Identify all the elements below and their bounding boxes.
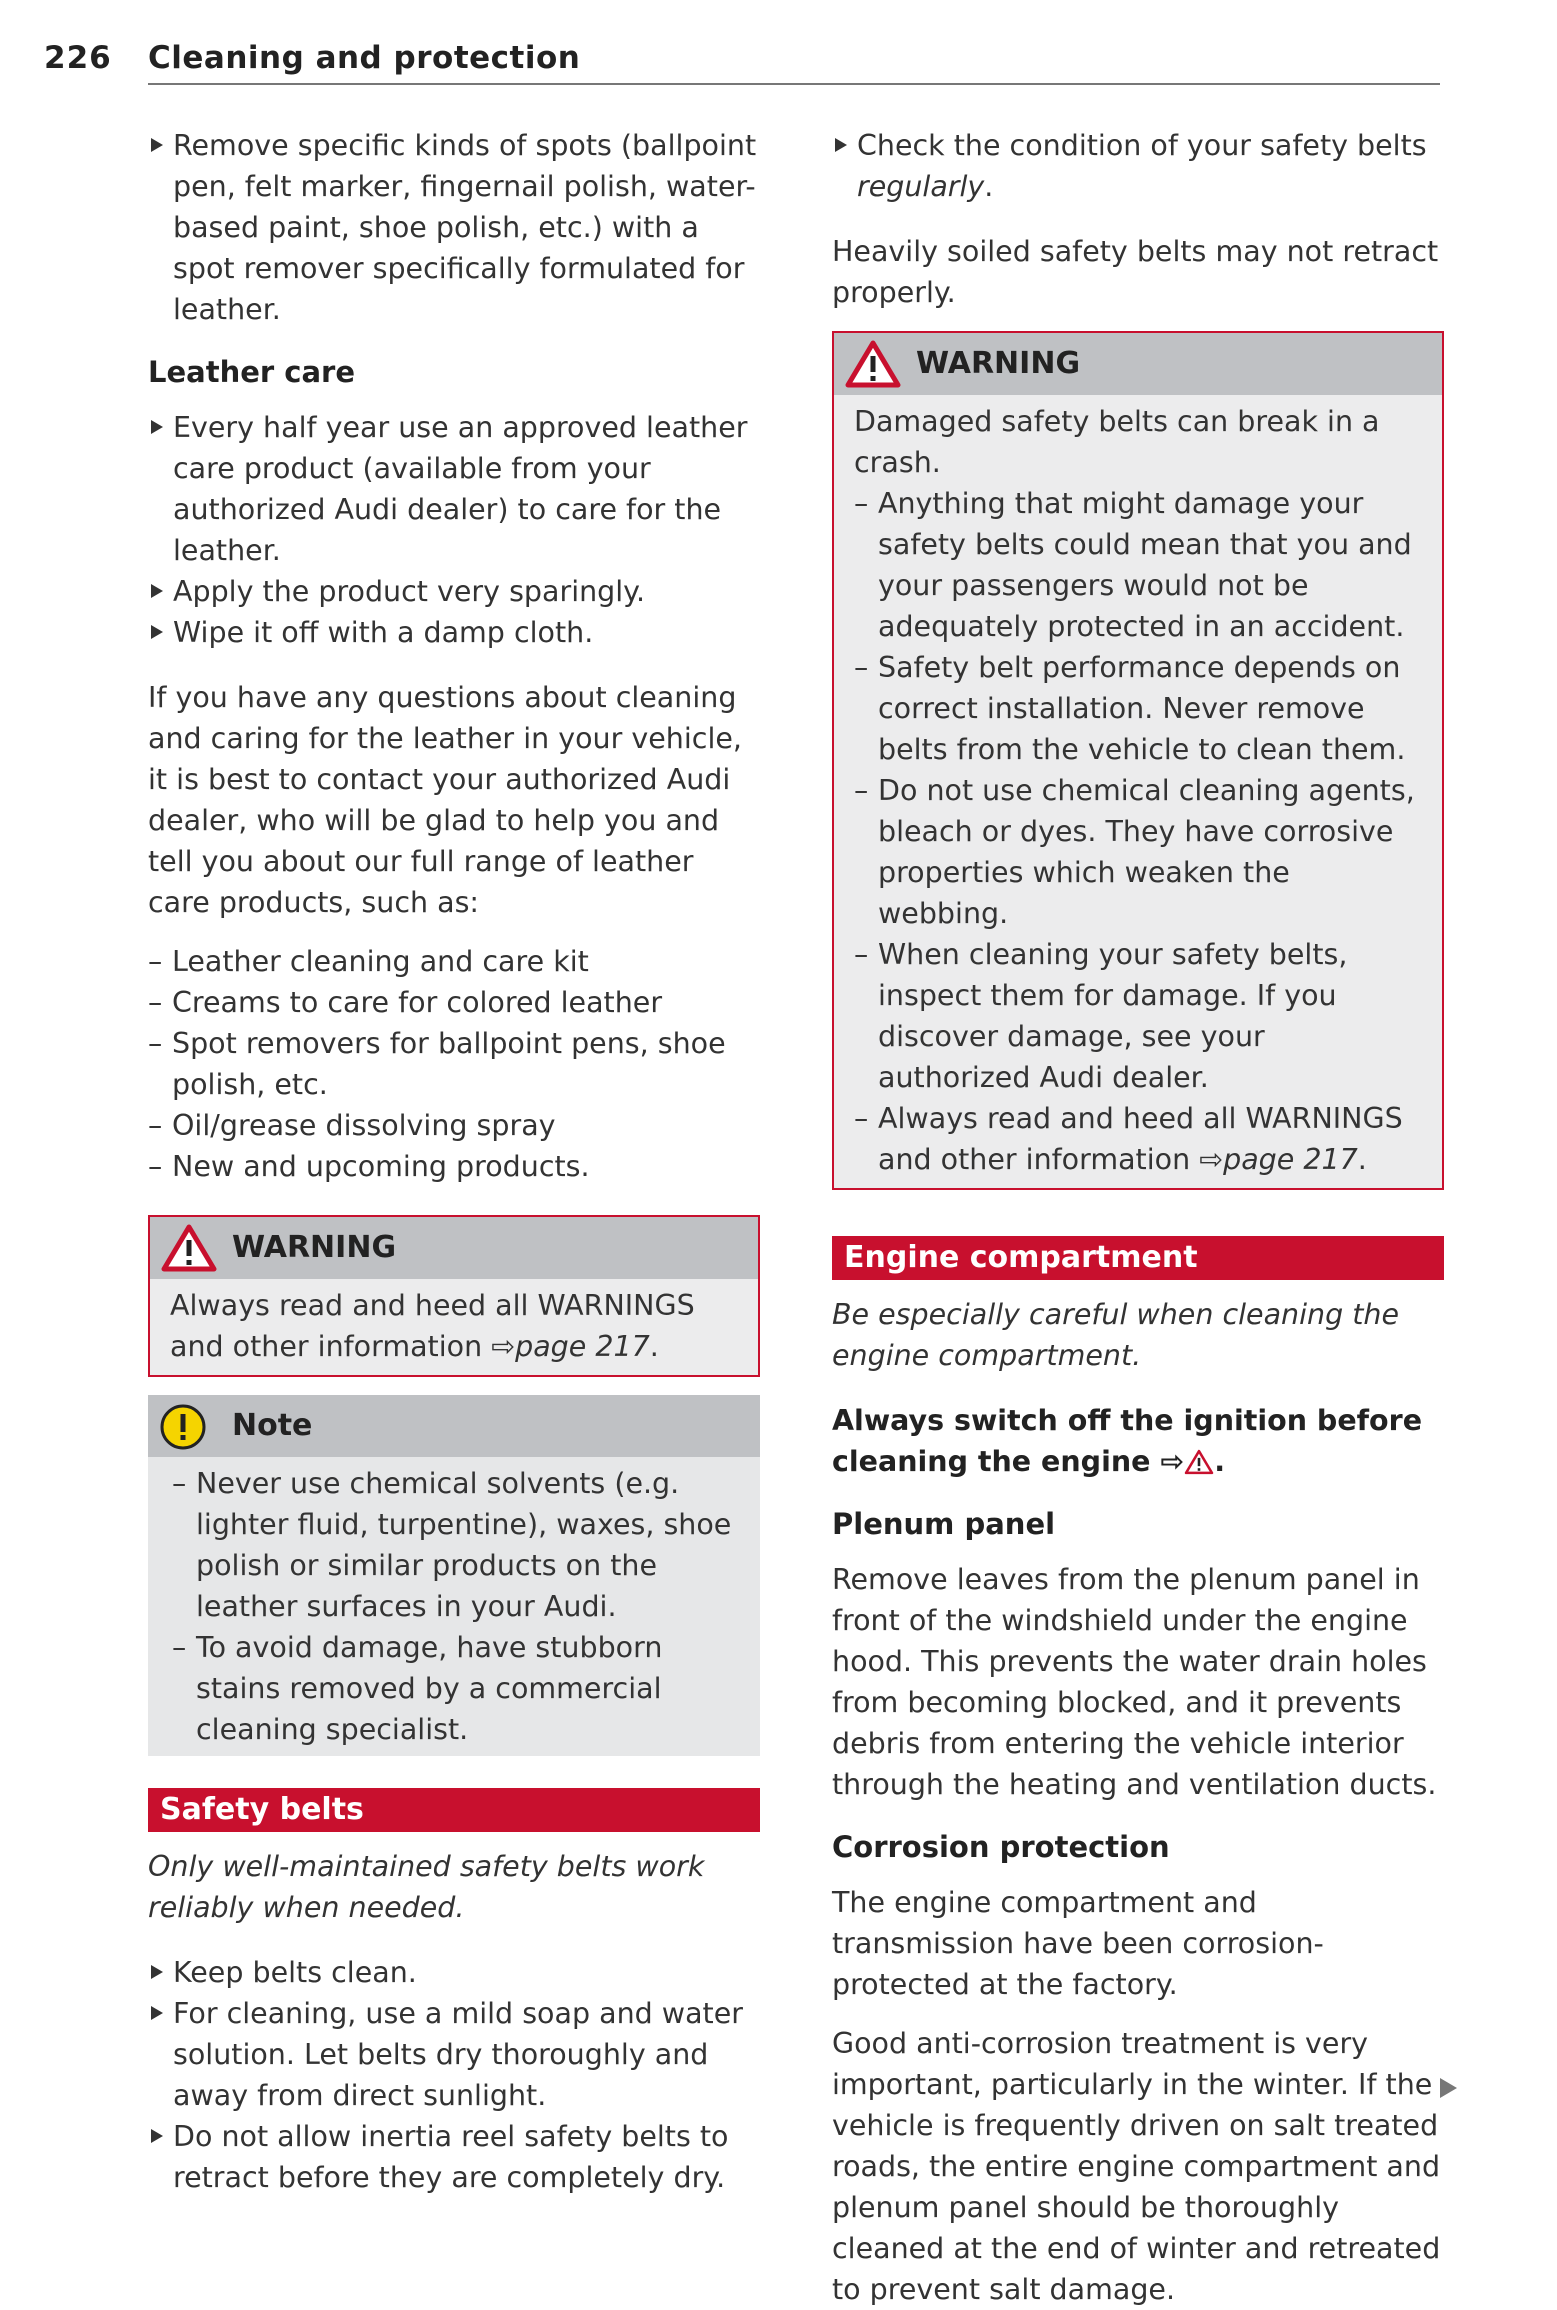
- list-item: – To avoid damage, have stubborn stains removed by a commercial cleaning specialist.: [172, 1627, 736, 1750]
- soiled-belts-note: Heavily soiled safety belts may not retract properly.: [832, 235, 1439, 309]
- warning-body: [150, 1279, 758, 1375]
- corrosion-protection-heading: Corrosion protection: [832, 1830, 1170, 1864]
- chapter-title: Cleaning and protection: [148, 40, 581, 76]
- bullet-italic-text: regularly: [857, 170, 985, 203]
- plenum-panel-heading: Plenum panel: [832, 1507, 1056, 1541]
- warning-header: [150, 1217, 758, 1279]
- warning-triangle-icon: [160, 1223, 218, 1273]
- page-reference-link[interactable]: page 217: [515, 1330, 650, 1363]
- warning-lead: Damaged safety belts can break in a crash.: [854, 405, 1380, 479]
- belt-check-bullets: [832, 125, 1444, 207]
- warning-list: [854, 483, 1422, 1180]
- intro-bullet-list: [148, 125, 760, 330]
- note-list: [172, 1463, 736, 1750]
- list-item: – Creams to care for colored leather: [148, 982, 760, 1023]
- warning-box: [148, 1215, 760, 1377]
- page-number: 226: [44, 40, 112, 76]
- corrosion-paragraph-2: Good anti-corrosion treatment is very important, particularly in the winter. If the vehicle is frequently driven on salt treated roads, the entire engine compartment and plenum panel should be thoroughly cleaned at the end of winter and retreated to prevent salt damage.: [832, 2027, 1441, 2306]
- reference-arrow-icon: ⇨: [1160, 1445, 1185, 1478]
- list-item: – Oil/grease dissolving spray: [148, 1105, 760, 1146]
- warning-triangle-icon[interactable]: [1184, 1449, 1214, 1475]
- list-item: Remove specific kinds of spots (ballpoint pen, felt marker, fingernail polish, water-based paint, shoe polish, etc.) with a spot remover specifically formulated for leather.: [148, 125, 760, 330]
- corrosion-paragraph-1: The engine compartment and transmission have been corrosion-protected at the factory.: [832, 1886, 1324, 2001]
- list-item: – Never use chemical solvents (e.g. lighter fluid, turpentine), waxes, shoe polish or similar products on the leather surfaces in your Audi.: [172, 1463, 736, 1627]
- safety-belts-bullets: [148, 1952, 760, 2198]
- warning-end: .: [1357, 1143, 1367, 1176]
- list-item: – Spot removers for ballpoint pens, shoe polish, etc.: [148, 1023, 760, 1105]
- engine-compartment-heading: Engine compartment: [832, 1236, 1444, 1280]
- ignition-text: Always switch off the ignition before cleaning the engine: [832, 1404, 1423, 1478]
- reference-arrow-icon: ⇨: [1199, 1143, 1224, 1176]
- safety-belts-intro: Only well-maintained safety belts work reliably when needed.: [148, 1850, 705, 1924]
- warning-title: WARNING: [232, 1230, 397, 1265]
- safety-belts-heading: Safety belts: [148, 1788, 760, 1832]
- list-item: Apply the product very sparingly.: [148, 571, 760, 612]
- leather-care-heading: Leather care: [148, 355, 356, 389]
- list-item: For cleaning, use a mild soap and water solution. Let belts dry thoroughly and away from direct sunlight.: [148, 1993, 760, 2116]
- right-column: [832, 125, 1444, 2310]
- plenum-panel-text: Remove leaves from the plenum panel in front of the windshield under the engine hood. This prevents the water drain holes from becoming blocked, and it prevents debris from entering the vehicle interior through the heating and ventilation ducts.: [832, 1563, 1437, 1801]
- list-item: – Leather cleaning and care kit: [148, 941, 760, 982]
- ignition-warning-line: [832, 1400, 1444, 1482]
- page-reference-link[interactable]: page 217: [1223, 1143, 1358, 1176]
- header-rule: [148, 83, 1440, 85]
- warning-end: .: [649, 1330, 659, 1363]
- list-item: [854, 1098, 1422, 1180]
- exclamation-circle-icon: [158, 1403, 208, 1453]
- note-body: [148, 1457, 760, 1756]
- note-header: [148, 1395, 760, 1457]
- warning-triangle-icon: [844, 339, 902, 389]
- continue-arrow-icon: [1440, 2078, 1457, 2098]
- leather-products-list: [148, 941, 760, 1187]
- note-box: [148, 1395, 760, 1756]
- bullet-text: Check the condition of your safety belts: [857, 129, 1427, 162]
- reference-arrow-icon: ⇨: [491, 1330, 516, 1363]
- list-item: – Safety belt performance depends on correct installation. Never remove belts from the vehicle to clean them.: [854, 647, 1422, 770]
- warning-header: [834, 333, 1442, 395]
- list-item: Do not allow inertia reel safety belts to retract before they are completely dry.: [148, 2116, 760, 2198]
- engine-intro: Be especially careful when cleaning the engine compartment.: [832, 1298, 1400, 1372]
- warning-title: WARNING: [916, 346, 1081, 381]
- ignition-end: .: [1214, 1445, 1226, 1478]
- leather-care-bullets: [148, 407, 760, 653]
- note-title: Note: [232, 1408, 313, 1443]
- page-header: [44, 40, 1444, 86]
- warning-text: Always read and heed all WARNINGS and other information: [170, 1289, 695, 1363]
- list-item: Keep belts clean.: [148, 1952, 760, 1993]
- warning-box: [832, 331, 1444, 1190]
- list-item: [832, 125, 1444, 207]
- list-item: – Do not use chemical cleaning agents, bleach or dyes. They have corrosive properties which weaken the webbing.: [854, 770, 1422, 934]
- warning-body: [834, 395, 1442, 1188]
- list-item: – When cleaning your safety belts, inspect them for damage. If you discover damage, see your authorized Audi dealer.: [854, 934, 1422, 1098]
- bullet-end: .: [984, 170, 994, 203]
- list-item: – Anything that might damage your safety belts could mean that you and your passengers would not be adequately protected in an accident.: [854, 483, 1422, 647]
- list-item: Every half year use an approved leather care product (available from your authorized Audi dealer) to care for the leather.: [148, 407, 760, 571]
- list-item: – New and upcoming products.: [148, 1146, 760, 1187]
- warning-last-item-text: Always read and heed all WARNINGS and other information: [878, 1102, 1403, 1176]
- left-column: [148, 125, 760, 2198]
- leather-care-paragraph: If you have any questions about cleaning and caring for the leather in your vehicle, it is best to contact your authorized Audi dealer, who will be glad to help you and tell you about our full range of leather care products, such as:: [148, 681, 742, 919]
- list-item: Wipe it off with a damp cloth.: [148, 612, 760, 653]
